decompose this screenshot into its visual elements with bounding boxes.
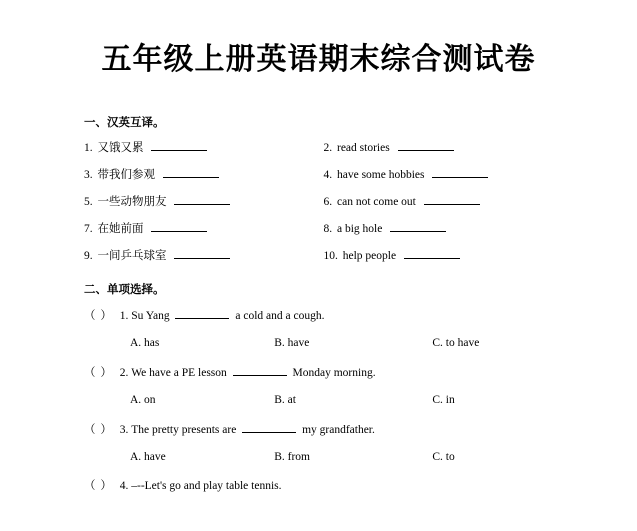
question-text-after: my grandfather. <box>302 423 375 436</box>
item-number: 6. <box>323 196 333 209</box>
answer-blank[interactable] <box>398 140 454 151</box>
answer-blank[interactable] <box>175 308 229 319</box>
question-number: 1. <box>119 309 129 322</box>
option-row <box>84 393 563 409</box>
answer-blank[interactable] <box>151 140 207 151</box>
answer-blank[interactable] <box>242 422 296 433</box>
item-text: a big hole <box>337 223 383 236</box>
translation-item <box>84 248 324 265</box>
item-number: 10. <box>323 250 338 263</box>
item-text: can not come out <box>337 196 416 209</box>
item-number: 1. <box>84 142 93 155</box>
option-c[interactable]: C. to <box>432 451 455 464</box>
translation-item <box>324 221 564 238</box>
item-number: 8. <box>323 223 333 236</box>
question-text-after: a cold and a cough. <box>235 309 325 322</box>
answer-bracket[interactable]: （ ） <box>84 309 113 322</box>
translation-row <box>84 194 563 211</box>
option-a[interactable]: A. on <box>130 394 156 407</box>
item-text: 一些动物朋友 <box>97 196 167 209</box>
question-number: 3. <box>119 423 129 436</box>
answer-blank[interactable] <box>424 194 480 205</box>
option-c[interactable]: C. in <box>432 394 455 407</box>
answer-bracket[interactable]: （ ） <box>84 366 113 379</box>
question-text-before: The pretty presents are <box>131 423 237 436</box>
answer-blank[interactable] <box>233 365 287 376</box>
answer-blank[interactable] <box>432 167 488 178</box>
translation-row <box>84 167 563 184</box>
question-number: 2. <box>119 366 129 379</box>
option-a[interactable]: A. have <box>130 451 166 464</box>
item-number: 5. <box>84 196 93 209</box>
answer-bracket[interactable]: （ ） <box>84 423 113 436</box>
translation-item <box>84 194 324 211</box>
option-row <box>84 336 563 352</box>
option-c[interactable]: C. to have <box>432 337 480 350</box>
document-body <box>0 114 637 494</box>
question-stem <box>84 365 563 382</box>
answer-bracket[interactable]: （ ） <box>84 479 113 492</box>
question-stem <box>84 422 563 439</box>
translation-item <box>84 140 324 157</box>
translation-item <box>324 248 564 265</box>
answer-blank[interactable] <box>174 248 230 259</box>
translation-item <box>324 140 564 157</box>
worksheet-page <box>0 42 637 531</box>
answer-blank[interactable] <box>390 221 446 232</box>
item-text: read stories <box>337 142 390 155</box>
item-text: have some hobbies <box>337 169 425 182</box>
question-number: 4. <box>119 479 129 492</box>
answer-blank[interactable] <box>151 221 207 232</box>
translation-item <box>84 221 324 238</box>
item-text: 带我们参观 <box>97 169 155 182</box>
section-heading-translation: 一、汉英互译。 <box>84 115 165 129</box>
translation-item <box>84 167 324 184</box>
page-title: 五年级上册英语期末综合测试卷 <box>101 42 536 77</box>
translation-row <box>84 221 563 238</box>
item-number: 3. <box>84 169 93 182</box>
option-b[interactable]: B. from <box>274 451 310 464</box>
item-text: 在她前面 <box>97 223 144 236</box>
question-text-after: Monday morning. <box>292 366 376 379</box>
item-number: 7. <box>84 223 93 236</box>
option-b[interactable]: B. at <box>274 394 296 407</box>
question-stem <box>84 308 563 325</box>
translation-row <box>84 248 563 265</box>
item-number: 9. <box>84 250 93 263</box>
item-text: help people <box>342 250 397 263</box>
item-number: 4. <box>323 169 333 182</box>
question-text-before: We have a PE lesson <box>131 366 227 379</box>
translation-row <box>84 140 563 157</box>
option-row <box>84 450 563 466</box>
section-heading-multiple-choice: 二、单项选择。 <box>84 281 165 296</box>
answer-blank[interactable] <box>404 248 460 259</box>
question-text-before: –--Let's go and play table tennis. <box>131 479 282 492</box>
answer-blank[interactable] <box>163 167 219 178</box>
question-stem <box>84 479 563 495</box>
answer-blank[interactable] <box>174 194 230 205</box>
translation-item <box>324 194 564 211</box>
option-b[interactable]: B. have <box>274 337 310 350</box>
translation-item <box>324 167 564 184</box>
item-text: 一间乒乓球室 <box>97 250 167 263</box>
option-a[interactable]: A. has <box>130 337 160 350</box>
question-text-before: Su Yang <box>131 309 170 322</box>
item-number: 2. <box>323 142 333 155</box>
item-text: 又饿又累 <box>97 142 144 155</box>
